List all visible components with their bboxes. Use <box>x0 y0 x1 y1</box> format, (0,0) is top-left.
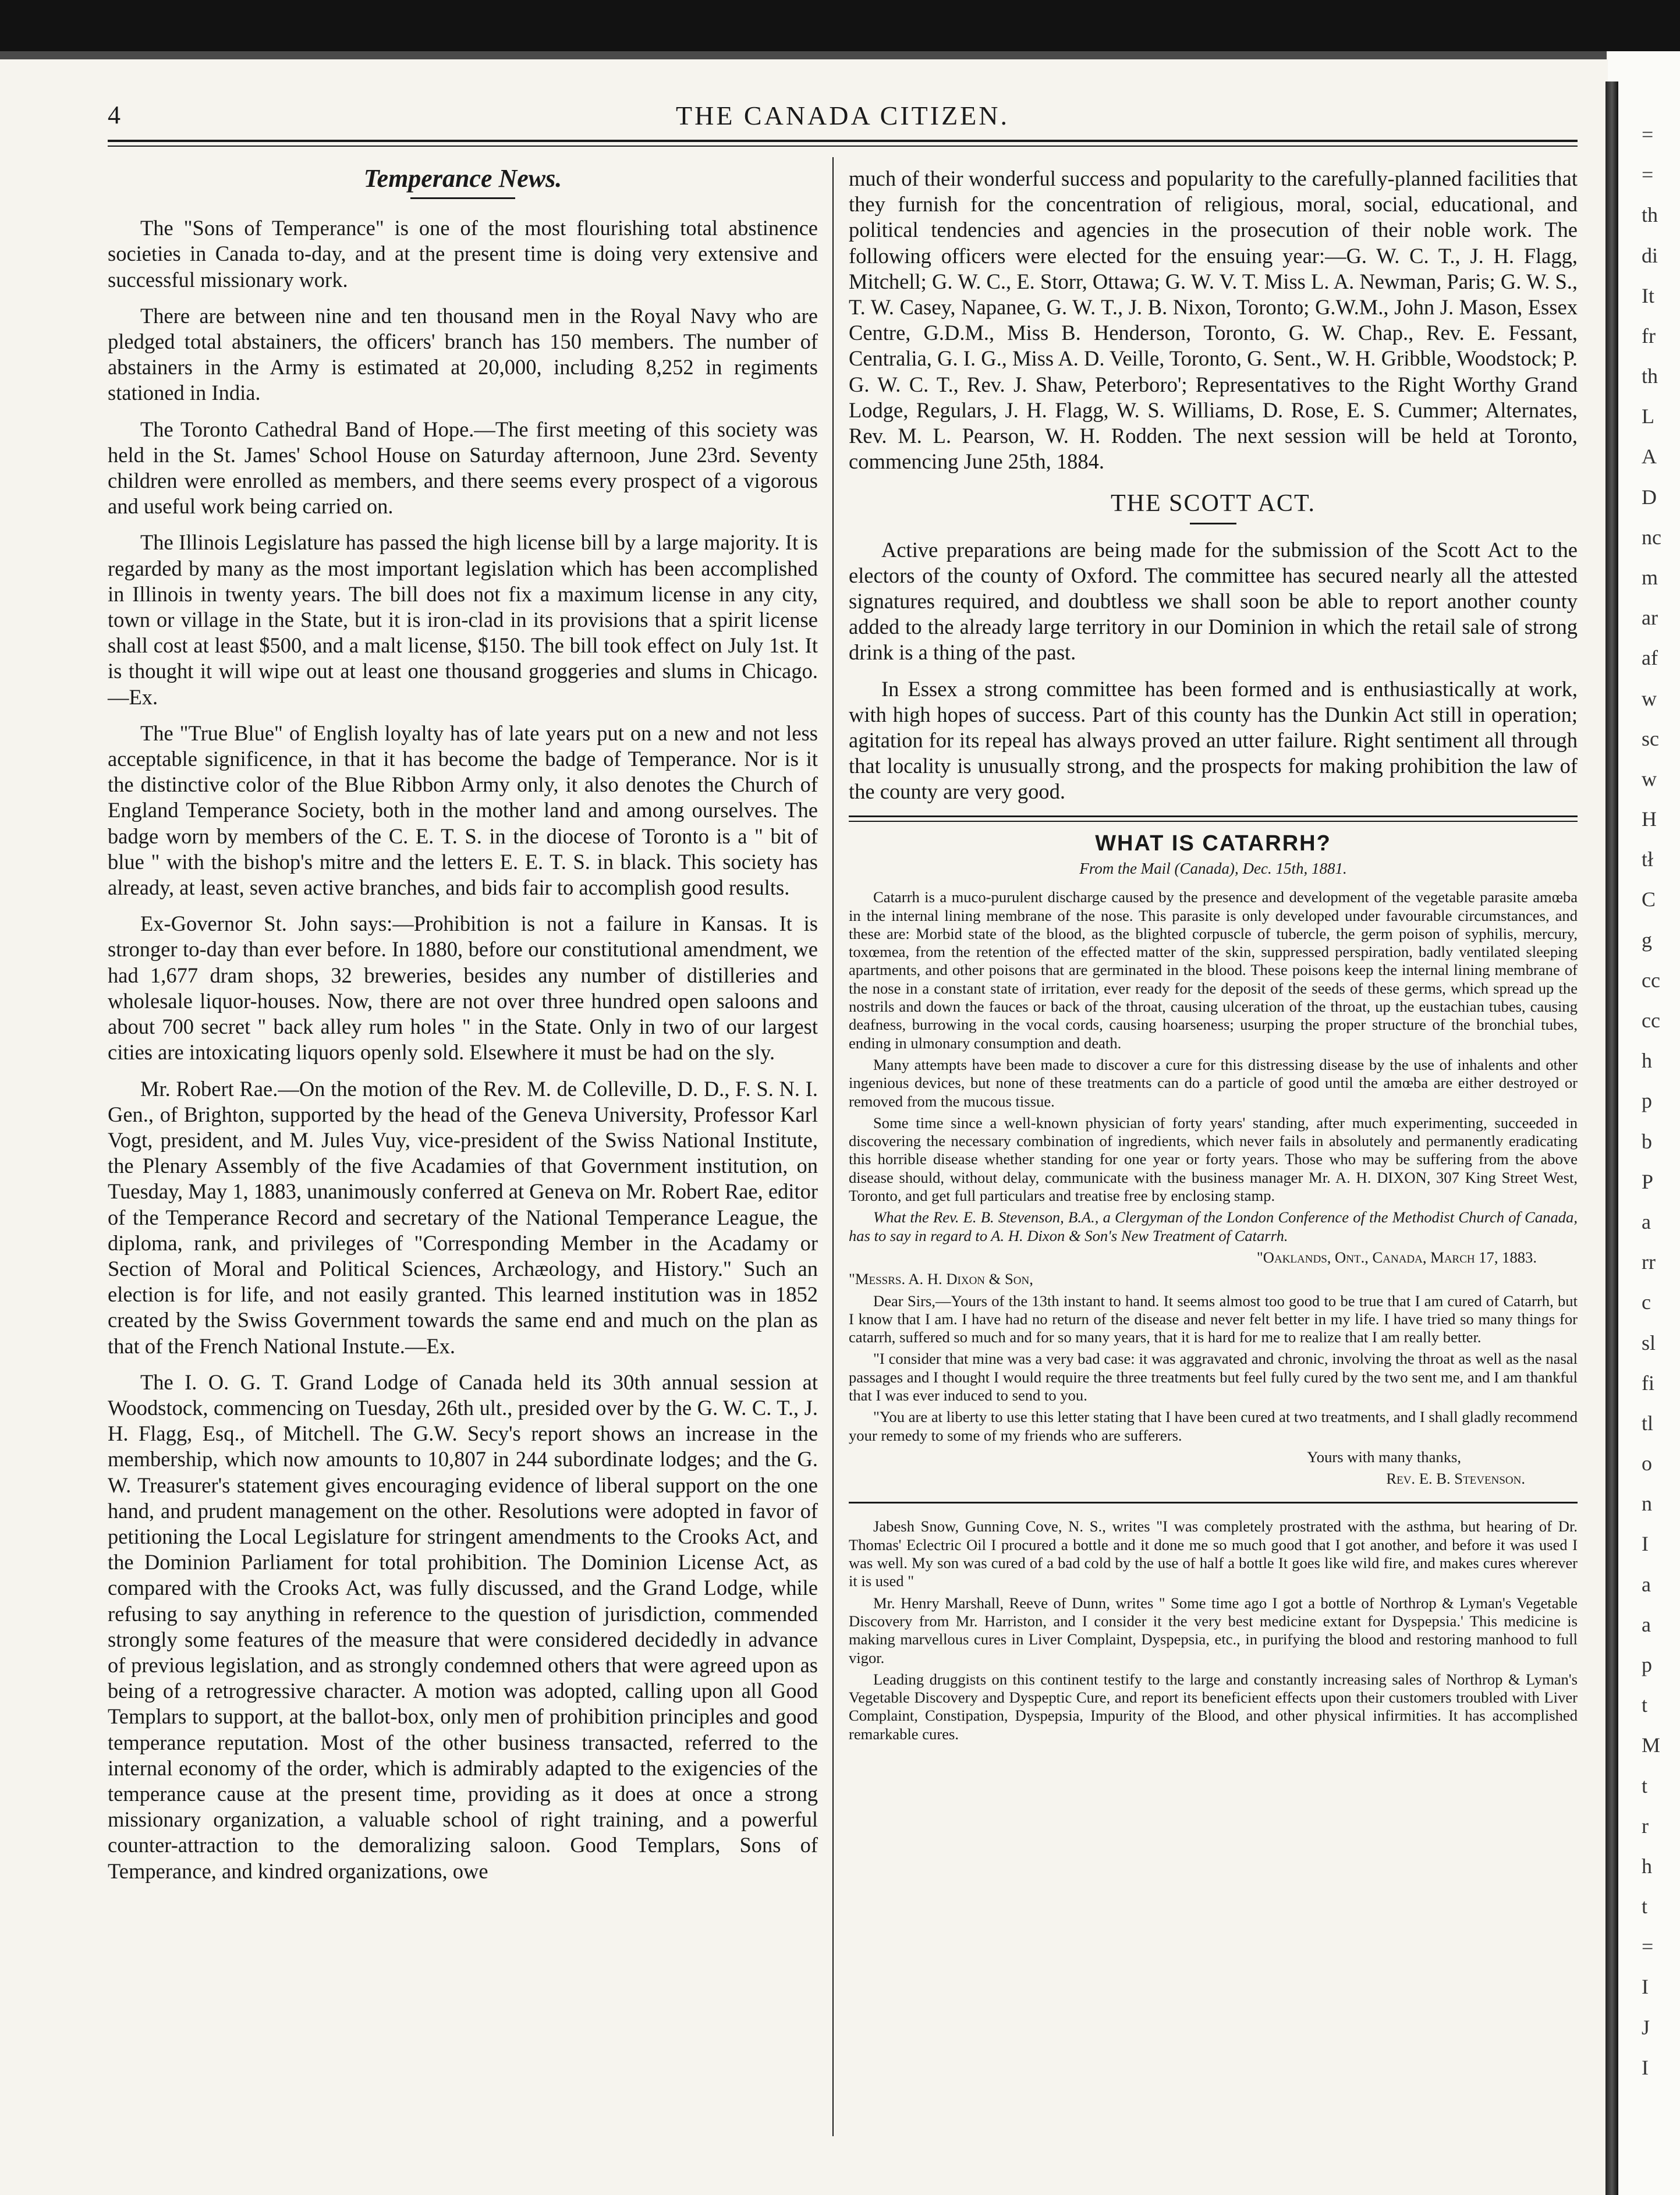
ad-address: "Messrs. A. H. Dixon & Son, <box>849 1270 1033 1288</box>
edge-fragment: M <box>1642 1733 1661 1757</box>
article-illinois: The Illinois Legislature has passed the high license bill by a large majority. It is regarded by many as the most important legislation which has been accomplished in Illinois in twenty years. The bill does not fix a maximum license in any city, town or village in the State, but it is iron-clad in its provisions that a spirit license shall cost at least $500, and a malt license, $150. The bill took effect on July 1st. It is thought it will wipe out at least one thousand groggeries and slums in Chicago.—Ex. <box>108 530 818 709</box>
article-sons-of-temperance: The "Sons of Temperance" is one of the most flourishing total abstinence societies in Canada to-day, and at the present time is doing very extensive and successful missionary work. <box>108 216 818 292</box>
testimonial-marshall: Mr. Henry Marshall, Reeve of Dunn, writes " Some time ago I got a bottle of Northrop & Lyman's Vegetable Discovery from Mr. Harriston, and I consider it the very best medicine extant for Dyspepsia.' This medicine is making marvellous cures in Liver Complaint, Dyspepsia, etc., in purifying the blood and restoring manhood to full vigor. <box>849 1594 1578 1666</box>
column-divider <box>832 157 834 2136</box>
page-number: 4 <box>108 101 120 129</box>
edge-fragment: A <box>1642 445 1657 469</box>
edge-fragment: af <box>1642 646 1658 670</box>
ad-paragraph: Some time since a well-known physician of forty years' standing, after much experimenting, succeeded in discovering the necessary combination of ingredients, which never fails in absolutely and permanently eradicating this horrible disease whether standing for one year or forty years. Those who may be suffering from the above disease should, without delay, communicate with the business manager Mr. A. H. DIXON, 307 King Street West, Toronto, and get full particulars and treatise free by enclosing stamp. <box>849 1114 1578 1205</box>
ad-rule-top <box>849 815 1578 817</box>
ad-dateline: "Oaklands, Ont., Canada, March 17, 1883. <box>1256 1248 1537 1266</box>
article-st-john: Ex-Governor St. John says:—Prohibition is not a failure in Kansas. It is stronger to-day than ever before. In 1880, before our constitutional amendment, we had 1,677 dram shops, 32 breweries, besides any number of distilleries and wholesale liquor-houses. Now, there are not over three hundred open saloons and about 700 secret " back alley rum holes " in the State. Only in two of our largest cities are intoxicating liquors openly sold. Elsewhere it must be had on the sly. <box>108 912 818 1065</box>
article-royal-navy: There are between nine and ten thousand men in the Royal Navy who are pledged total abstainers, the officers' branch has 150 members. The number of abstainers in the Army is estimated at 20,000, including 8,252 in regiments stationed in India. <box>108 303 818 405</box>
article-grand-lodge: The I. O. G. T. Grand Lodge of Canada held its 30th annual session at Woodstock, commencing on Tuesday, 26th ult., presided over by the G. W. C. T., J. H. Flagg, Esq., of Mitchell. The G.W. Secy's report shows an increase in the membership, which now amounts to 10,807 in 244 subordinate lodges; and the G. W. Treasurer's statement gives encouraging evidence of liberal support on the one hand, and prudent management on the other. Resolutions were adopted in favor of petitioning the Local Legislature for stringent amendments to the Crooks Act, and the Dominion Parliament for total prohibition. The Dominion License Act, as compared with the Crooks Act, was fully discussed, and the Grand Lodge, while refusing to say anything in reference to the question of jurisdiction, commended strongly some features of the measure that were considered decidedly in advance of previous legislation, and as strongly condemned others that were agreed upon as being of a retrogressive character. A motion was adopted, calling upon all Good Templars to support, at the ballot-box, only men of prohibition principles and good temperance reputation. Most of the other business transacted, referred to the internal economy of the order, which is admirably adapted to the exigencies of the temperance cause at the present time, providing as it does at once a strong missionary organization, a valuable school of right training, and a powerful counter-attraction to the demoralizing saloon. Good Templars, Sons of Temperance, and kindred organizations, owe <box>108 1370 818 1883</box>
ad-rule-top-thin <box>849 821 1578 822</box>
ad-source: From the Mail (Canada), Dec. 15th, 1881. <box>1079 859 1347 877</box>
edge-fragment: = <box>1642 123 1654 146</box>
edge-fragment: rr <box>1642 1250 1656 1274</box>
catarrh-advertisement <box>849 831 1578 1743</box>
right-column <box>849 166 1578 1747</box>
edge-fragment: t <box>1642 1774 1648 1797</box>
edge-fragment: h <box>1642 1854 1652 1878</box>
scott-act-title: THE SCOTT ACT. <box>1111 490 1316 517</box>
edge-fragment: th <box>1642 203 1658 227</box>
edge-fragment: w <box>1642 686 1657 710</box>
edge-fragment: a <box>1642 1210 1651 1233</box>
ad-rule-bottom <box>849 1502 1578 1503</box>
edge-fragment: ar <box>1642 606 1658 630</box>
testimonial-druggists: Leading druggists on this continent testify to the large and constantly increasing sales of Northrop & Lyman's Vegetable Discovery and Dyspeptic Cure, and report its beneficient effects upon their customers troubled with Liver Complaint, Constipation, Dyspepsia, Impurity of the Blood, and other physical infirmities. It has accomplished remarkable cures. <box>849 1670 1578 1743</box>
edge-fragment: r <box>1642 1814 1649 1838</box>
edge-fragment: p <box>1642 1089 1652 1113</box>
header-rule-top <box>108 140 1578 142</box>
edge-fragment: I <box>1642 1532 1649 1556</box>
edge-fragment: tl <box>1642 1411 1654 1435</box>
ad-title: WHAT IS CATARRH? <box>1095 831 1331 856</box>
edge-fragment: sc <box>1642 726 1659 750</box>
edge-fragment: cc <box>1642 1009 1660 1033</box>
edge-fragment: J <box>1642 2015 1650 2039</box>
article-grand-lodge-continued: much of their wonderful success and popularity to the carefully-planned facilities that they furnish for the concentration of religious, moral, social, educational, and political tendencies and agencies in the prosecution of their noble work. The following officers were elected for the ensuing year:—G. W. C. T., J. H. Flagg, Mitchell; G. W. C., E. Storr, Ottawa; G. W. V. T. Miss L. A. Newman, Paris; G. W. S., T. W. Casey, Napanee, G. W. T., J. B. Nixon, Toronto; G.W.M., John J. Mason, Essex Centre, G.D.M., Miss B. Henderson, Toronto, G. W. Chap., Rev. E. Fessant, Centralia, G. I. G., Miss A. D. Veille, Toronto, G. Sent., W. H. Gribble, Woodstock; P. G. W. C. T., Rev. J. Shaw, Peterboro'; Representatives to the Right Worthy Grand Lodge, Regulars, J. H. Flagg, W. S. Williams, D. Rose, E. S. Cummer; Alternates, Rev. M. L. Pearson, W. H. Rodden. The next session will be held at Toronto, commencing June 25th, 1884. <box>849 166 1578 474</box>
edge-fragment: b <box>1642 1129 1652 1153</box>
edge-fragment: sl <box>1642 1331 1656 1354</box>
edge-fragment: m <box>1642 566 1658 590</box>
binding-spine <box>1605 81 1618 2195</box>
edge-fragment: = <box>1642 1935 1654 1959</box>
edge-fragment: nc <box>1642 525 1661 549</box>
ad-letter: Dear Sirs,—Yours of the 13th instant to hand. It seems almost too good to be true that I am cured of Catarrh, but I know that I am. I have had no return of the disease and never felt better in my life. I have tried so many things for catarrh, suffered so much and for so many years, that it is hard for me to realize that I am really better. <box>849 1292 1578 1346</box>
page-header <box>108 100 1578 135</box>
edge-fragment: g <box>1642 928 1652 952</box>
scan-top-shadow <box>0 51 1607 59</box>
edge-fragment: cc <box>1642 968 1660 992</box>
edge-fragment: tł <box>1642 847 1654 871</box>
ad-closing: Yours with many thanks, <box>1307 1448 1461 1466</box>
article-robert-rae: Mr. Robert Rae.—On the motion of the Rev. M. de Colleville, D. D., F. S. N. I. Gen., of Brighton, supported by the head of the Geneva University, Professor Karl Vogt, president, and M. Jules Vuy, vice-president of the Swiss National Institute, the Plenary Assembly of the five Acadamies of that Government institution, on Tuesday, May 1, 1883, unanimously conferred at Geneva on Mr. Robert Rae, editor of the Temperance Record and secretary of the National Temperance League, the diploma, rank, and privileges of "Corresponding Member in the Acadamy or Section of Moral and Political Sciences, Archæology, and History." Such an election is for life, and not easily granted. This learned institution was in 1852 created by the Swiss Government towards the same end and much on the plan as that of the French National Instute.—Ex. <box>108 1076 818 1358</box>
edge-fragment: C <box>1642 888 1656 912</box>
scott-act-paragraph: Active preparations are being made for the submission of the Scott Act to the electors of the county of Oxford. The committee has secured nearly all the attested signatures required, and doubtless we shall soon be able to report another county added to the already large territory in our Dominion in which the retail sale of strong drink is a thing of the past. <box>849 537 1578 665</box>
ad-letter: "I consider that mine was a very bad case: it was aggravated and chronic, involving the throat as well as the nasal passages and I thought I would require the three treatments but feel fully cured by the two sent me, and I am thankful that I was ever induced to send to you. <box>849 1350 1578 1404</box>
ad-testimonial-intro: What the Rev. E. B. Stevenson, B.A., a Clergyman of the London Conference of the Methodist Church of Canada, has to say in regard to A. H. Dixon & Son's New Treatment of Catarrh. <box>849 1208 1578 1244</box>
edge-fragment: n <box>1642 1492 1652 1516</box>
edge-fragment: o <box>1642 1452 1652 1476</box>
edge-fragment: L <box>1642 405 1654 428</box>
heading-rule <box>410 197 515 199</box>
edge-fragment: fi <box>1642 1371 1654 1395</box>
section-heading: Temperance News. <box>363 164 562 193</box>
edge-fragment: H <box>1642 807 1657 831</box>
testimonial-snow: Jabesh Snow, Gunning Cove, N. S., writes "I was completely prostrated with the asthma, but hearing of Dr. Thomas' Eclectric Oil I procured a bottle and it done me so much good that I got another, and before it was used I was well. My son was cured of a bad cold by the use of half a bottle It goes like wild fire, and makes cures wherever it is used " <box>849 1517 1578 1590</box>
scan-top-border <box>0 0 1680 51</box>
edge-fragment: p <box>1642 1653 1652 1676</box>
edge-fragment: di <box>1642 243 1658 267</box>
scott-act-paragraph: In Essex a strong committee has been formed and is enthusiastically at work, with high hopes of success. Part of this county has the Dunkin Act still in operation; agitation for its repeal has always proved an utter failure. Right sentiment all through that locality is unusually strong, and the prospects for making prohibition the law of the county are very good. <box>849 676 1578 804</box>
edge-fragment: = <box>1642 163 1654 187</box>
edge-fragment: c <box>1642 1290 1651 1314</box>
edge-fragment: I <box>1642 2055 1649 2079</box>
edge-fragment: a <box>1642 1612 1651 1636</box>
edge-fragment: t <box>1642 1895 1648 1919</box>
edge-fragment: It <box>1642 283 1654 307</box>
edge-fragment: th <box>1642 364 1658 388</box>
newspaper-title: THE CANADA CITIZEN. <box>676 101 1009 130</box>
article-band-of-hope: The Toronto Cathedral Band of Hope.—The first meeting of this society was held in the St. James' School House on Saturday afternoon, June 23rd. Seventy children were enrolled as members, and there seems every prospect of a vigorous and useful work being carried on. <box>108 417 818 519</box>
edge-fragment: t <box>1642 1693 1648 1717</box>
left-column <box>108 166 818 1895</box>
header-rule-bottom <box>108 146 1578 147</box>
scott-act-rule <box>1190 523 1236 524</box>
ad-paragraph: Many attempts have been made to discover a cure for this distressing disease by the use of inhalents and other ingenious devices, but none of these treatments can do a particle of good until the amœba are either destroyed or removed from the mucous tissue. <box>849 1055 1578 1110</box>
edge-fragment: D <box>1642 485 1657 509</box>
edge-fragment: I <box>1642 1975 1649 1999</box>
edge-fragment: a <box>1642 1572 1651 1596</box>
ad-signature: Rev. E. B. Stevenson. <box>1386 1470 1525 1488</box>
edge-fragment: P <box>1642 1169 1654 1193</box>
edge-fragment: h <box>1642 1049 1652 1073</box>
edge-fragment: w <box>1642 767 1657 790</box>
ad-paragraph: Catarrh is a muco-purulent discharge caused by the presence and development of the vegetable parasite amœba in the internal lining membrane of the nose. This parasite is only developed under favourable circumstances, and these are: Morbid state of the blood, as the blighted corpuscle of tubercle, the germ poison of syphilis, mercury, toxœmea, from the retention of the effected matter of the skin, suppressed perspiration, badly ventilated sleeping apartments, and other poisons that are germinated in the blood. These poisons keep the internal lining membrane of the nose in a constant state of irritation, ever ready for the deposit of the seeds of these germs, which spread up the nostrils and down the fauces or back of the throat, causing ulceration of the throat, up the eustachian tubes, causing deafness, burrowing in the vocal cords, causing hoarseness; usurping the proper structure of the bronchial tubes, ending in ulmonary consumption and death. <box>849 888 1578 1052</box>
ad-letter: "You are at liberty to use this letter stating that I have been cured at two treatments, and I shall gladly recommend your remedy to some of my friends who are sufferers. <box>849 1408 1578 1444</box>
edge-fragment: fr <box>1642 324 1656 347</box>
article-true-blue: The "True Blue" of English loyalty has of late years put on a new and not less acceptable significence, in that it has become the badge of Temperance. Nor is it the distinctive color of the Blue Ribbon Army only, it also denotes the Church of England Temperance Society, both in the mother land and among ourselves. The badge worn by members of the C. E. T. S. in the diocese of Toronto is a " bit of blue " with the bishop's mitre and the letters E. E. T. S. in black. This society has already, at least, seven active branches, and bids fair to accomplish good results. <box>108 721 818 900</box>
